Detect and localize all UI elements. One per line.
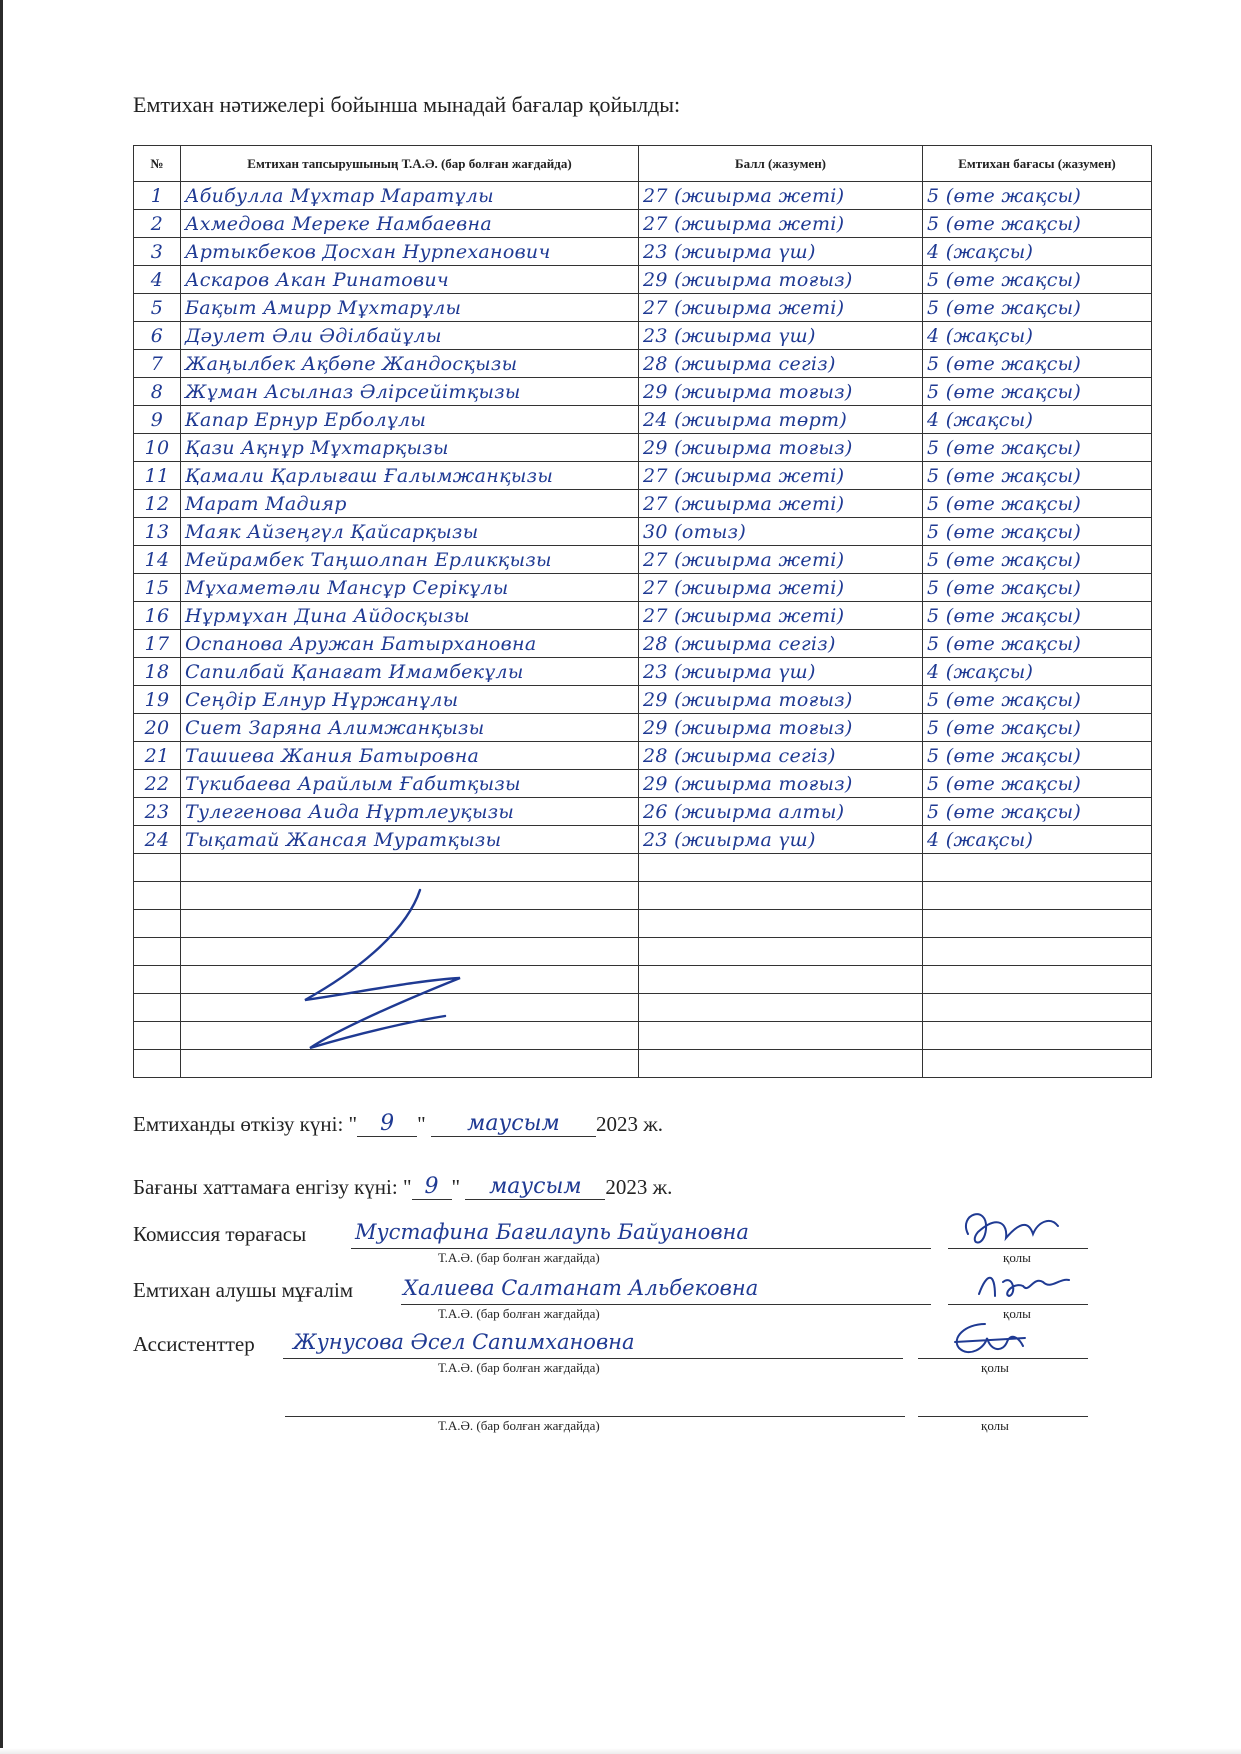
cell-score: 24 (жиырма төрт): [639, 406, 923, 434]
extra-fio-caption: Т.А.Ә. (бар болған жағдайда): [438, 1418, 600, 1433]
cell-num: 17: [134, 630, 181, 658]
exam-date-year: 2023 ж.: [595, 1112, 663, 1136]
cell-num: 18: [134, 658, 181, 686]
cell-num: [134, 994, 181, 1022]
cell-grade: [923, 1022, 1152, 1050]
cell-grade: 5 (өте жақсы): [923, 182, 1152, 210]
cell-score: 28 (жиырма сегіз): [639, 630, 923, 658]
cell-name: [181, 854, 639, 882]
cell-grade: 5 (өте жақсы): [923, 742, 1152, 770]
cell-name: Оспанова Аружан Батырхановна: [181, 630, 639, 658]
cell-name: Түкибаева Арайлым Ғабитқызы: [181, 770, 639, 798]
cell-score: 27 (жиырма жеті): [639, 546, 923, 574]
cell-num: [134, 854, 181, 882]
cell-grade: 5 (өте жақсы): [923, 294, 1152, 322]
table-row: [134, 714, 1152, 742]
scan-bottom-edge: [0, 1748, 1241, 1754]
cell-grade: 5 (өте жақсы): [923, 602, 1152, 630]
cell-grade: [923, 994, 1152, 1022]
teacher-fio-caption: Т.А.Ә. (бар болған жағдайда): [438, 1306, 600, 1321]
cell-name: Мұхаметәли Мансұр Серікұлы: [181, 574, 639, 602]
cell-num: 14: [134, 546, 181, 574]
cell-score: 29 (жиырма тоғыз): [639, 434, 923, 462]
cell-score: 23 (жиырма үш): [639, 238, 923, 266]
exam-date-line: [133, 1112, 663, 1137]
cell-score: 27 (жиырма жеті): [639, 182, 923, 210]
cell-grade: 4 (жақсы): [923, 826, 1152, 854]
cell-score: 27 (жиырма жеті): [639, 462, 923, 490]
entry-date-quote: ": [451, 1175, 461, 1199]
assistants-label: Ассистенттер: [133, 1332, 255, 1356]
table-row: [134, 490, 1152, 518]
cell-grade: 5 (өте жақсы): [923, 714, 1152, 742]
cell-name: Қамали Қарлығаш Ғалымжанқызы: [181, 462, 639, 490]
cell-score: 28 (жиырма сегіз): [639, 742, 923, 770]
table-row: [134, 350, 1152, 378]
exam-date-label: Емтиханды өткізу күні: ": [133, 1112, 358, 1136]
teacher-sign-caption: қолы: [1003, 1306, 1031, 1321]
table-row: [134, 518, 1152, 546]
cell-score: 23 (жиырма үш): [639, 826, 923, 854]
cell-num: 19: [134, 686, 181, 714]
cell-grade: 5 (өте жақсы): [923, 546, 1152, 574]
table-row: [134, 266, 1152, 294]
assistants-sign-caption: қолы: [981, 1360, 1009, 1375]
cell-score: [639, 1022, 923, 1050]
table-row: [134, 546, 1152, 574]
col-header-number: №: [134, 146, 181, 182]
cell-grade: 4 (жақсы): [923, 406, 1152, 434]
exam-date-quote: ": [417, 1112, 426, 1136]
cell-score: [639, 854, 923, 882]
cell-num: 20: [134, 714, 181, 742]
cell-grade: 5 (өте жақсы): [923, 518, 1152, 546]
cell-num: [134, 1050, 181, 1078]
chair-signature-mark: [958, 1204, 1068, 1254]
assistants-fio-line: [283, 1358, 903, 1359]
scan-edge: [0, 0, 3, 1754]
cell-grade: 5 (өте жақсы): [923, 630, 1152, 658]
table-row: [134, 686, 1152, 714]
cell-grade: 5 (өте жақсы): [923, 798, 1152, 826]
cell-grade: 5 (өте жақсы): [923, 210, 1152, 238]
cell-num: 1: [134, 182, 181, 210]
cell-grade: 5 (өте жақсы): [923, 434, 1152, 462]
cell-grade: 4 (жақсы): [923, 322, 1152, 350]
cell-grade: [923, 966, 1152, 994]
cell-name: Сапилбай Қанағат Имамбекұлы: [181, 658, 639, 686]
cell-num: 23: [134, 798, 181, 826]
extra-signature-row: [133, 1390, 1133, 1438]
cell-name: Капар Ернур Ерболұлы: [181, 406, 639, 434]
entry-date-month: маусым: [465, 1175, 605, 1200]
cell-score: 27 (жиырма жеті): [639, 574, 923, 602]
cell-grade: [923, 1050, 1152, 1078]
empty-rows-strike-scribble: [270, 880, 470, 1060]
chair-sign-caption: қолы: [1003, 1250, 1031, 1265]
cell-name: Қази Ақнұр Мұхтарқызы: [181, 434, 639, 462]
cell-grade: [923, 938, 1152, 966]
cell-name: Маяк Айзеңгүл Қайсарқызы: [181, 518, 639, 546]
cell-grade: 5 (өте жақсы): [923, 770, 1152, 798]
table-row: [134, 210, 1152, 238]
chair-label: Комиссия төрағасы: [133, 1222, 307, 1246]
cell-grade: 5 (өте жақсы): [923, 490, 1152, 518]
extra-sign-caption: қолы: [981, 1418, 1009, 1433]
table-row: [134, 294, 1152, 322]
cell-grade: [923, 882, 1152, 910]
table-row: [134, 770, 1152, 798]
cell-num: 15: [134, 574, 181, 602]
cell-name: Артыкбеков Досхан Нурпеханович: [181, 238, 639, 266]
cell-name: Жұман Асылназ Әлірсейітқызы: [181, 378, 639, 406]
cell-num: 6: [134, 322, 181, 350]
cell-num: 4: [134, 266, 181, 294]
entry-date-day: 9: [412, 1175, 452, 1200]
cell-num: 22: [134, 770, 181, 798]
teacher-signature-mark: [973, 1264, 1083, 1308]
chair-fio-line: [351, 1248, 931, 1249]
cell-grade: 5 (өте жақсы): [923, 378, 1152, 406]
cell-score: 28 (жиырма сегіз): [639, 350, 923, 378]
cell-score: [639, 882, 923, 910]
entry-date-label: Бағаны хаттамаға енгізу күні: ": [133, 1175, 412, 1199]
cell-name: Абибулла Мұхтар Маратұлы: [181, 182, 639, 210]
col-header-score: Балл (жазумен): [639, 146, 923, 182]
cell-num: 7: [134, 350, 181, 378]
table-row: [134, 574, 1152, 602]
cell-num: 24: [134, 826, 181, 854]
table-row: [134, 658, 1152, 686]
cell-score: [639, 966, 923, 994]
cell-score: 26 (жиырма алты): [639, 798, 923, 826]
chair-signature-row: [133, 1222, 1133, 1270]
cell-grade: 5 (өте жақсы): [923, 266, 1152, 294]
assistants-signature-mark: [945, 1318, 1035, 1362]
cell-name: Тулегенова Аида Нұртлеуқызы: [181, 798, 639, 826]
cell-name: Аскаров Акан Ринатович: [181, 266, 639, 294]
cell-score: 23 (жиырма үш): [639, 658, 923, 686]
cell-grade: 4 (жақсы): [923, 238, 1152, 266]
chair-fio-caption: Т.А.Ә. (бар болған жағдайда): [438, 1250, 600, 1265]
cell-grade: 5 (өте жақсы): [923, 574, 1152, 602]
cell-num: 3: [134, 238, 181, 266]
empty-table-row: [134, 854, 1152, 882]
cell-score: 29 (жиырма тоғыз): [639, 266, 923, 294]
table-row: [134, 602, 1152, 630]
cell-name: Нұрмұхан Дина Айдосқызы: [181, 602, 639, 630]
cell-score: 27 (жиырма жеті): [639, 490, 923, 518]
cell-grade: 5 (өте жақсы): [923, 686, 1152, 714]
cell-num: 10: [134, 434, 181, 462]
table-row: [134, 798, 1152, 826]
cell-num: [134, 966, 181, 994]
cell-grade: 4 (жақсы): [923, 658, 1152, 686]
teacher-fio-line: [401, 1304, 931, 1305]
cell-score: 29 (жиырма тоғыз): [639, 378, 923, 406]
cell-num: 21: [134, 742, 181, 770]
cell-score: 29 (жиырма тоғыз): [639, 686, 923, 714]
table-row: [134, 238, 1152, 266]
table-row: [134, 406, 1152, 434]
table-row: [134, 462, 1152, 490]
cell-num: [134, 938, 181, 966]
cell-score: 29 (жиырма тоғыз): [639, 714, 923, 742]
cell-name: Бақыт Амирр Мұхтарұлы: [181, 294, 639, 322]
exam-date-month: маусым: [431, 1112, 596, 1137]
cell-num: 13: [134, 518, 181, 546]
cell-num: 9: [134, 406, 181, 434]
extra-fio-line: [285, 1416, 905, 1417]
cell-num: 5: [134, 294, 181, 322]
cell-num: [134, 910, 181, 938]
assistants-fio-caption: Т.А.Ә. (бар болған жағдайда): [438, 1360, 600, 1375]
extra-sign-line: [918, 1416, 1088, 1417]
table-row: [134, 630, 1152, 658]
table-row: [134, 826, 1152, 854]
cell-name: Тықатай Жансая Муратқызы: [181, 826, 639, 854]
cell-grade: [923, 910, 1152, 938]
assistants-signature-row: [133, 1332, 1133, 1380]
cell-grade: 5 (өте жақсы): [923, 350, 1152, 378]
cell-grade: 5 (өте жақсы): [923, 462, 1152, 490]
col-header-name: Емтихан тапсырушының Т.А.Ә. (бар болған жағдайда): [181, 146, 639, 182]
cell-name: Ахмедова Мереке Намбаевна: [181, 210, 639, 238]
table-row: [134, 378, 1152, 406]
cell-score: 30 (отыз): [639, 518, 923, 546]
cell-name: Сиет Заряна Алимжанқызы: [181, 714, 639, 742]
cell-num: 11: [134, 462, 181, 490]
cell-num: [134, 1022, 181, 1050]
cell-name: Жаңылбек Ақбөпе Жандосқызы: [181, 350, 639, 378]
cell-name: Сеңдір Елнур Нұржанұлы: [181, 686, 639, 714]
cell-name: Дәулет Әли Әділбайұлы: [181, 322, 639, 350]
teacher-name: Халиева Салтанат Альбековна: [403, 1276, 759, 1300]
table-row: [134, 322, 1152, 350]
table-row: [134, 742, 1152, 770]
results-heading: Емтихан нәтижелері бойынша мынадай бағалар қойылды:: [133, 92, 681, 117]
entry-date-year: 2023 ж.: [605, 1175, 673, 1199]
cell-num: 8: [134, 378, 181, 406]
exam-date-day: 9: [357, 1112, 417, 1137]
cell-score: 29 (жиырма тоғыз): [639, 770, 923, 798]
cell-score: 27 (жиырма жеті): [639, 294, 923, 322]
cell-score: 23 (жиырма үш): [639, 322, 923, 350]
cell-name: Ташиева Жания Батыровна: [181, 742, 639, 770]
table-header-row: [134, 146, 1152, 182]
table-row: [134, 434, 1152, 462]
cell-score: [639, 1050, 923, 1078]
cell-name: Мейрамбек Таңшолпан Ерликқызы: [181, 546, 639, 574]
chair-name: Мустафина Бағилаупь Байуановна: [355, 1220, 749, 1244]
col-header-grade: Емтихан бағасы (жазумен): [923, 146, 1152, 182]
cell-num: 2: [134, 210, 181, 238]
cell-num: 12: [134, 490, 181, 518]
assistants-name: Жунусова Әсел Сапимхановна: [293, 1330, 635, 1354]
cell-score: [639, 938, 923, 966]
cell-score: [639, 910, 923, 938]
cell-num: [134, 882, 181, 910]
cell-num: 16: [134, 602, 181, 630]
table-row: [134, 182, 1152, 210]
cell-score: [639, 994, 923, 1022]
cell-score: 27 (жиырма жеті): [639, 602, 923, 630]
cell-score: 27 (жиырма жеті): [639, 210, 923, 238]
cell-name: Марат Мадияр: [181, 490, 639, 518]
entry-date-line: [133, 1175, 672, 1200]
cell-grade: [923, 854, 1152, 882]
teacher-label: Емтихан алушы мұғалім: [133, 1278, 354, 1302]
